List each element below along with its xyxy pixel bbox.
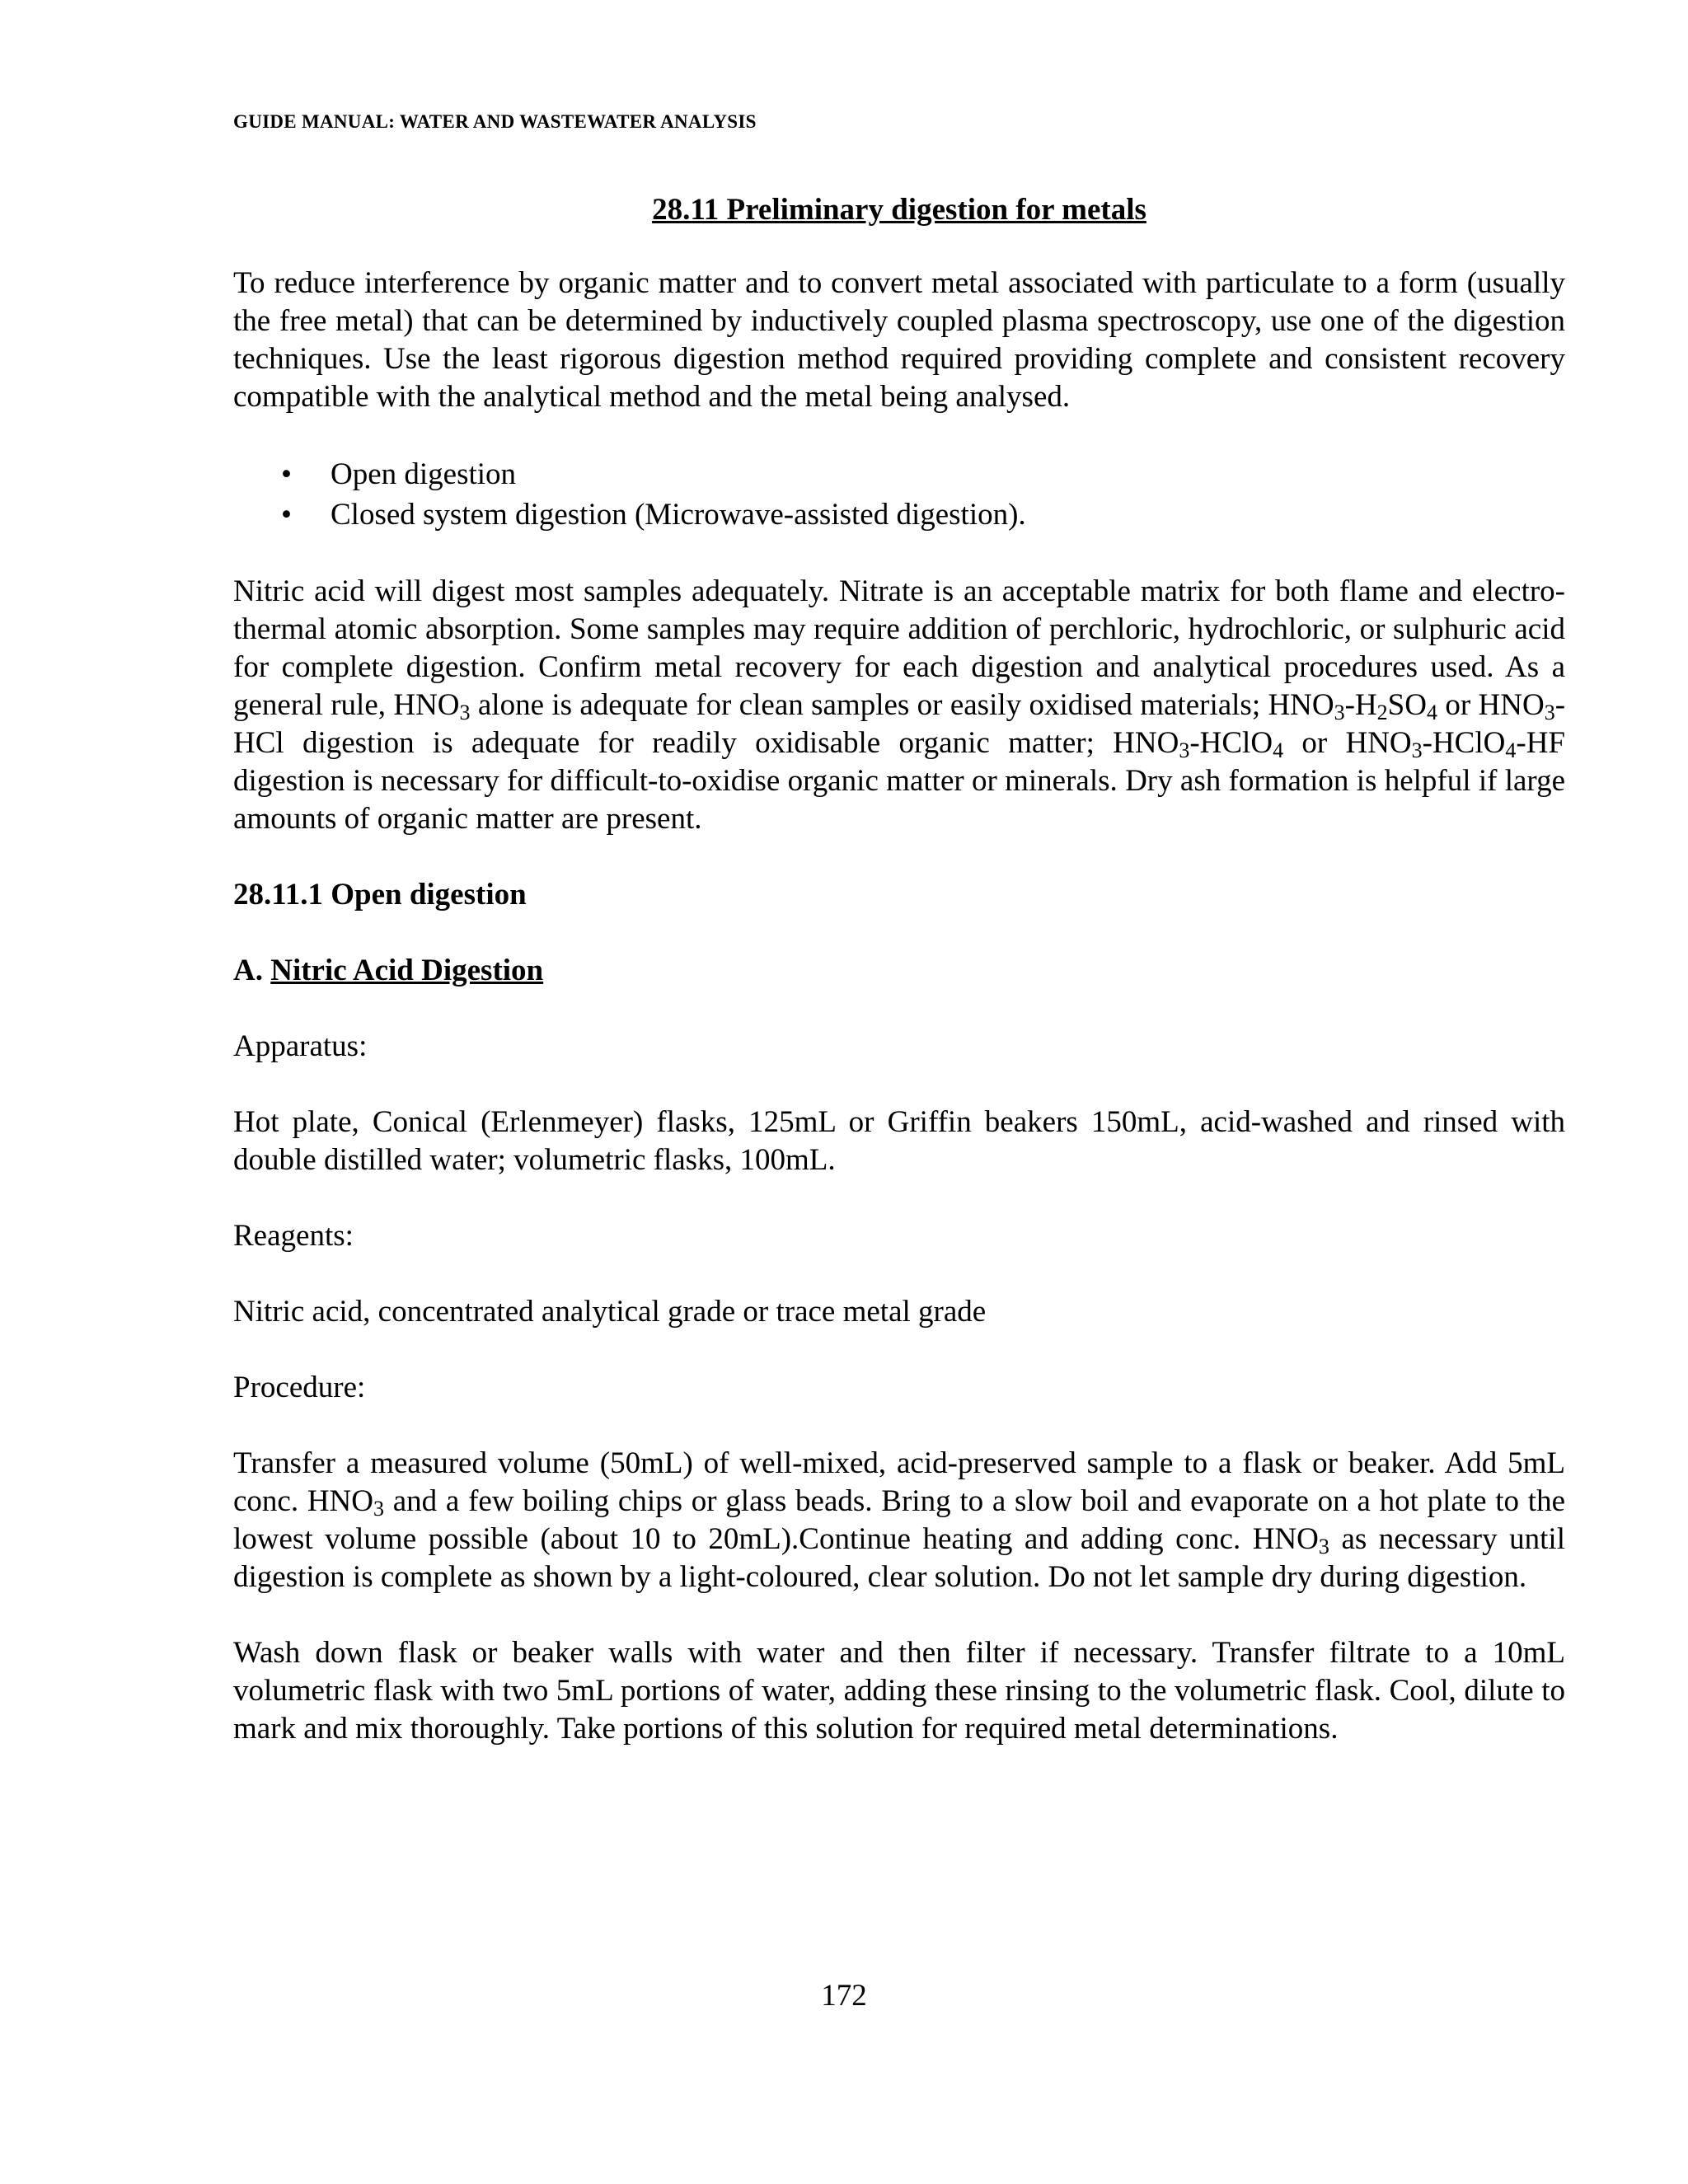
subsubsection-prefix: A. [233, 954, 271, 987]
bullet-icon: • [281, 498, 292, 532]
subscript: 3 [1544, 701, 1555, 724]
subsubsection-title [233, 952, 1565, 990]
subscript: 2 [1376, 701, 1388, 724]
text-run: Transfer a measured volume (50mL) of well-mixed, acid-preserved sample to a flask or beaker. Add 5mL conc. HNO [233, 1446, 1565, 1518]
apparatus-text: Hot plate, Conical (Erlenmeyer) flasks, 125mL or Griffin beakers 150mL, acid-washed and rinsed with double distilled water; volumetric flasks, 100mL. [233, 1105, 1565, 1177]
subscript: 4 [1426, 701, 1437, 724]
subsection-title: 28.11.1 Open digestion [233, 878, 527, 912]
subscript: 3 [1179, 738, 1190, 762]
subscript: 3 [1318, 1535, 1329, 1558]
text-run: -HCl digestion is adequate for readily oxidisable organic matter; HNO [233, 688, 1566, 760]
list-item-text: Open digestion [331, 457, 517, 491]
reagents-label: Reagents: [233, 1219, 354, 1253]
text-run: -HF digestion is necessary for difficult-to-oxidise organic matter or minerals. Dry ash formation is helpful if large amounts of organic matter are present. [233, 726, 1565, 836]
text-run: Nitric acid will digest most samples adequately. Nitrate is an acceptable matrix for both flame and electro-thermal atomic absorption. Some samples may require addition of perchloric, hydrochloric, or sulphuric acid for complete digestion. Confirm metal recovery for each digestion and analytical procedures used. As a general rule, HNO [233, 574, 1565, 722]
subscript: 4 [1273, 738, 1284, 762]
text-run: -H [1344, 688, 1377, 722]
subscript: 4 [1505, 738, 1517, 762]
running-header: GUIDE MANUAL: WATER AND WASTEWATER ANALYSIS [233, 111, 757, 132]
nitric-acid-paragraph [233, 573, 1565, 838]
section-title: 28.11 Preliminary digestion for metals [652, 193, 1146, 227]
page-content [233, 191, 1565, 1786]
text-run: as necessary until digestion is complete as shown by a light-coloured, clear solution. Do not let sample dry during digestion. [233, 1522, 1565, 1594]
digestion-technique-list [233, 454, 1565, 535]
subscript: 3 [459, 701, 471, 724]
text-run: SO [1387, 688, 1427, 722]
text-run: or HNO [1283, 726, 1412, 760]
text-run: alone is adequate for clean samples or easily oxidised materials; HNO [470, 688, 1334, 722]
reagents-text: Nitric acid, concentrated analytical grade or trace metal grade [233, 1295, 987, 1329]
procedure-label: Procedure: [233, 1371, 366, 1404]
subscript: 3 [1334, 701, 1345, 724]
list-item [233, 494, 1565, 535]
procedure-paragraph-1 [233, 1445, 1565, 1596]
intro-paragraph: To reduce interference by organic matter and to convert metal associated with particulate to a form (usually the free metal) that can be determined by inductively coupled plasma spectroscopy, use one of the digestion techniques. Use the least rigorous digestion method required providing complete and consistent recovery compatible with the analytical method and the metal being analysed. [233, 266, 1565, 414]
list-item-text: Closed system digestion (Microwave-assisted digestion). [331, 498, 1026, 532]
bullet-icon: • [281, 457, 292, 491]
subscript: 3 [373, 1497, 385, 1521]
text-run: or HNO [1437, 688, 1545, 722]
subscript: 3 [1411, 738, 1423, 762]
subsubsection-name: Nitric Acid Digestion [270, 954, 544, 987]
text-run: -HClO [1422, 726, 1506, 760]
procedure-paragraph-2: Wash down flask or beaker walls with water and then filter if necessary. Transfer filtrate to a 10mL volumetric flask with two 5mL portions of water, adding these rinsing to the volumetric flask. Cool, dilute to mark and mix thoroughly. Take portions of this solution for required metal determinations. [233, 1636, 1565, 1746]
page-number: 172 [821, 1979, 867, 2013]
text-run: and a few boiling chips or glass beads. Bring to a slow boil and evaporate on a hot plate to the lowest volume possible (about 10 to 20mL).Continue heating and adding conc. HNO [233, 1484, 1565, 1556]
apparatus-label: Apparatus: [233, 1029, 368, 1063]
list-item [233, 454, 1565, 494]
text-run: -HClO [1189, 726, 1273, 760]
